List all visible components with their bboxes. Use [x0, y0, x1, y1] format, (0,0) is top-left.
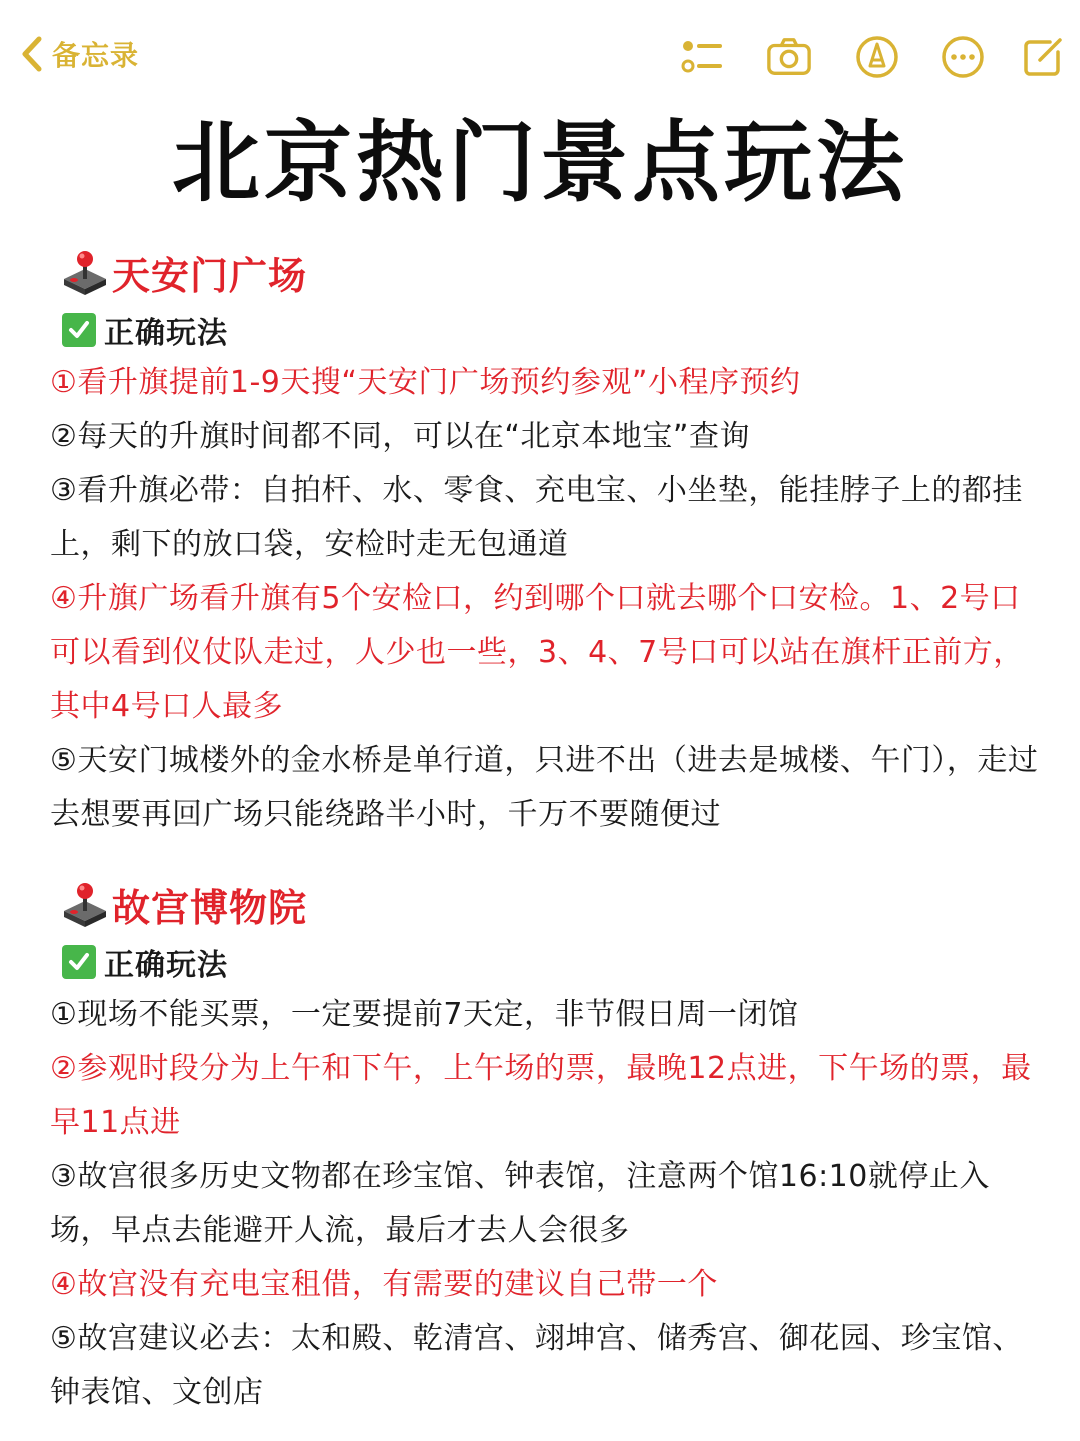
list-item: ②参观时段分为上午和下午，上午场的票，最晚12点进，下午场的票，最早11点进 — [50, 1051, 1032, 1140]
section-header — [50, 244, 1040, 300]
tip-tag-label: 正确玩法 — [104, 316, 228, 351]
list-item: ⑤天安门城楼外的金水桥是单行道，只进不出（进去是城楼、午门），走过去想要再回广场只能绕路半小时，千万不要随便过 — [50, 743, 1039, 832]
more-icon[interactable] — [940, 34, 986, 80]
notes-toolbar — [0, 0, 1080, 104]
checkmark-icon — [62, 945, 96, 979]
back-label: 备忘录 — [52, 39, 140, 72]
section-title: 故宫博物院 — [112, 885, 308, 930]
tip-tag — [62, 304, 1040, 356]
tip-tag-label: 正确玩法 — [104, 948, 228, 983]
tip-tag — [62, 936, 1040, 988]
list-item: ③看升旗必带：自拍杆、水、零食、充电宝、小坐垫，能挂脖子上的都挂上，剩下的放口袋，安检时走无包通道 — [50, 473, 1023, 562]
joystick-icon — [60, 247, 110, 297]
camera-icon[interactable] — [766, 34, 812, 80]
markup-pen-icon[interactable] — [854, 34, 900, 80]
list-item: ④升旗广场看升旗有5个安检口，约到哪个口就去哪个口安检。1、2号口可以看到仪仗队走过，人少也一些，3、4、7号口可以站在旗杆正前方，其中4号口人最多 — [50, 581, 1024, 724]
page-title: 北京热门景点玩法 — [171, 111, 908, 214]
back-button[interactable] — [20, 32, 139, 76]
list-item: ②每天的升旗时间都不同，可以在“北京本地宝”查询 — [50, 419, 750, 454]
section-palace-museum — [50, 876, 1040, 1420]
joystick-icon — [60, 879, 110, 929]
list-item: ①看升旗提前1-9天搜“天安门广场预约参观”小程序预约 — [50, 365, 801, 400]
checkmark-icon — [62, 313, 96, 347]
section-title: 天安门广场 — [112, 253, 308, 298]
list-item: ③故宫很多历史文物都在珍宝馆、钟表馆，注意两个馆16:10就停止入场，早点去能避开人流，最后才去人会很多 — [50, 1159, 990, 1248]
section-tiananmen — [50, 244, 1040, 842]
compose-icon[interactable] — [1020, 34, 1066, 80]
list-item: ⑤故宫建议必去：太和殿、乾清宫、翊坤宫、储秀宫、御花园、珍宝馆、钟表馆、文创店 — [50, 1321, 1023, 1410]
checklist-icon[interactable] — [678, 34, 724, 80]
list-item: ④故宫没有充电宝租借，有需要的建议自己带一个 — [50, 1267, 718, 1302]
list-item: ①现场不能买票，一定要提前7天定，非节假日周一闭馆 — [50, 997, 799, 1032]
section-header — [50, 876, 1040, 932]
chevron-left-icon — [20, 36, 44, 72]
